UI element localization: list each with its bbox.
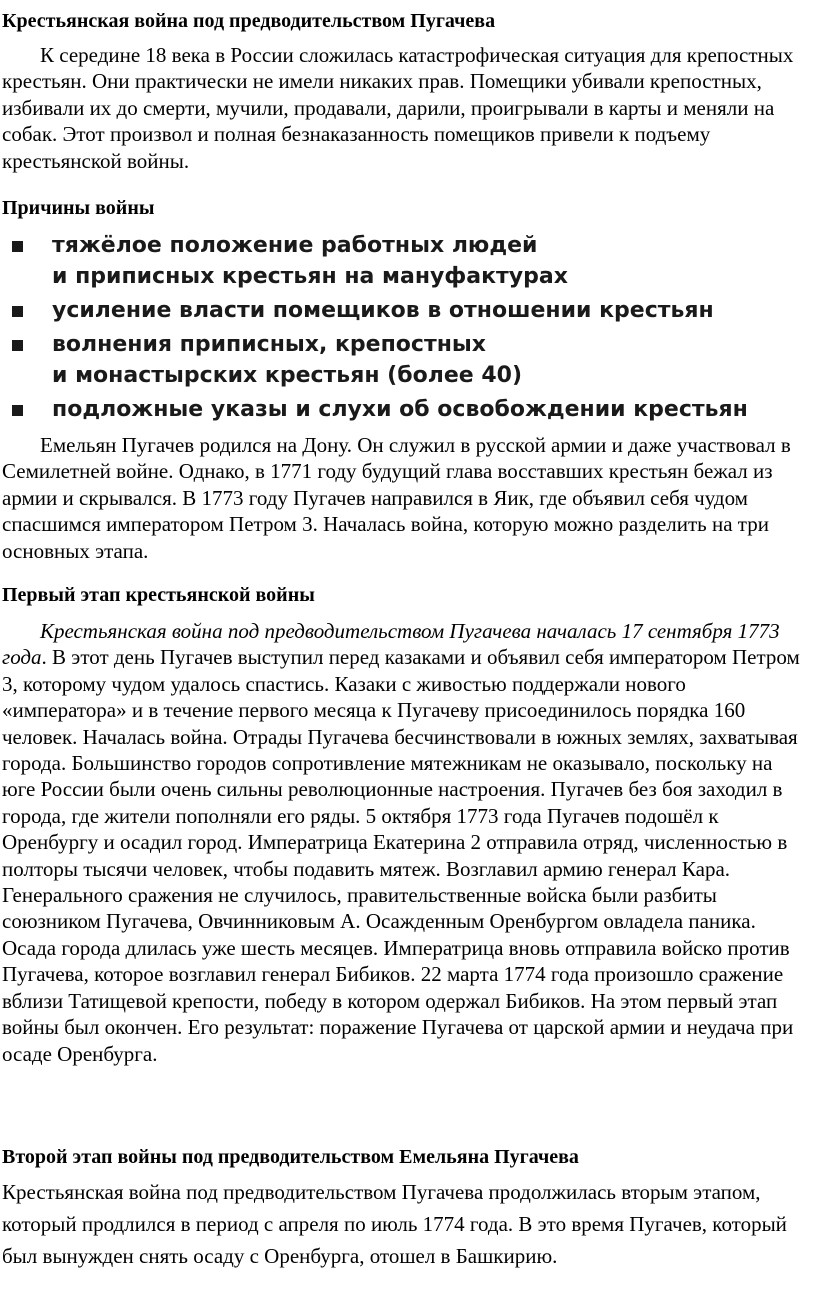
cause-item [0, 329, 816, 391]
stage1-italic-lead: Крестьянская война под предводительством Пугачева началась 17 сентября 1773 года [2, 619, 780, 670]
square-bullet-icon [12, 340, 23, 351]
cause-line: и приписных крестьян на мануфактурах [52, 264, 568, 289]
cause-line: тяжёлое положение работных людей [52, 233, 538, 258]
cause-line: подложные указы и слухи об освобождении крестьян [52, 397, 748, 422]
causes-list [0, 230, 816, 428]
square-bullet-icon [12, 241, 23, 252]
stage1-paragraph [2, 618, 808, 1067]
causes-heading: Причины войны [2, 197, 155, 219]
stage2-heading: Второй этап войны под предводительством Емельяна Пугачева [2, 1146, 579, 1168]
stage2-paragraph: Крестьянская война под предводительством Пугачева продолжилась вторым этапом, который продлился в период с апреля по июль 1774 года. В это время Пугачев, который был вынужден снять осаду с Оренбурга, отошел в Башкирию. [2, 1180, 787, 1268]
cause-line: и монастырских крестьян (более 40) [52, 363, 522, 388]
cause-line: усиление власти помещиков в отношении крестьян [52, 298, 714, 323]
cause-item [0, 394, 816, 425]
stage1-heading: Первый этап крестьянской войны [2, 584, 315, 606]
stage1-text: . В этот день Пугачев выступил перед казаками и объявил себя императором Петром 3, которому чудом удалось спастись. Казаки с живостью поддержали нового «императора» и в течение первого месяца к Пугачеву присоединилось порядка 160 человек. Началась война. Отрады Пугачева бесчинствовали в южных землях, захватывая города. Большинство городов сопротивление мятежникам не оказывало, поскольку на юге России были очень сильны революционные настроения. Пугачев без боя заходил в города, где жители пополняли его ряды. 5 октября 1773 года Пугачев подошёл к Оренбургу и осадил город. Императрица Екатерина 2 отправила отряд, численностью в полторы тысячи человек, чтобы подавить мятеж. Возглавил армию генерал Кара. Генерального сражения не случилось, правительственные войска были разбиты союзником Пугачева, Овчинниковым А. Осажденным Оренбургом овладела паника. Осада города длилась уже шесть месяцев. Императрица вновь отправила войско против Пугачева, которое возглавил генерал Бибиков. 22 марта 1774 года произошло сражение вблизи Татищевой крепости, победу в котором одержал Бибиков. На этом первый этап войны был окончен. Его результат: поражение Пугачева от царской армии и неудача при осаде Оренбурга. [2, 645, 800, 1066]
intro-paragraph: К середине 18 века в России сложилась катастрофическая ситуация для крепостных крестьян. Они практически не имели никаких прав. Помещики убивали крепостных, избивали их до смерти, мучили, продавали, дарили, проигрывали в карты и меняли на собак. Этот произвол и полная безнаказанность помещиков привели к подъему крестьянской войны. [2, 43, 794, 173]
document-title: Крестьянская война под предводительством Пугачева [2, 10, 496, 32]
cause-item [0, 230, 816, 292]
cause-line: волнения приписных, крепостных [52, 332, 486, 357]
cause-item [0, 295, 816, 326]
square-bullet-icon [12, 405, 23, 416]
pugachev-paragraph: Емельян Пугачев родился на Дону. Он служил в русской армии и даже участвовал в Семилетней войне. Однако, в 1771 году будущий глава восставших крестьян бежал из армии и скрывался. В 1773 году Пугачев направился в Яик, где объявил себя чудом спасшимся императором Петром 3. Началась война, которую можно разделить на три основных этапа. [2, 433, 791, 563]
square-bullet-icon [12, 306, 23, 317]
